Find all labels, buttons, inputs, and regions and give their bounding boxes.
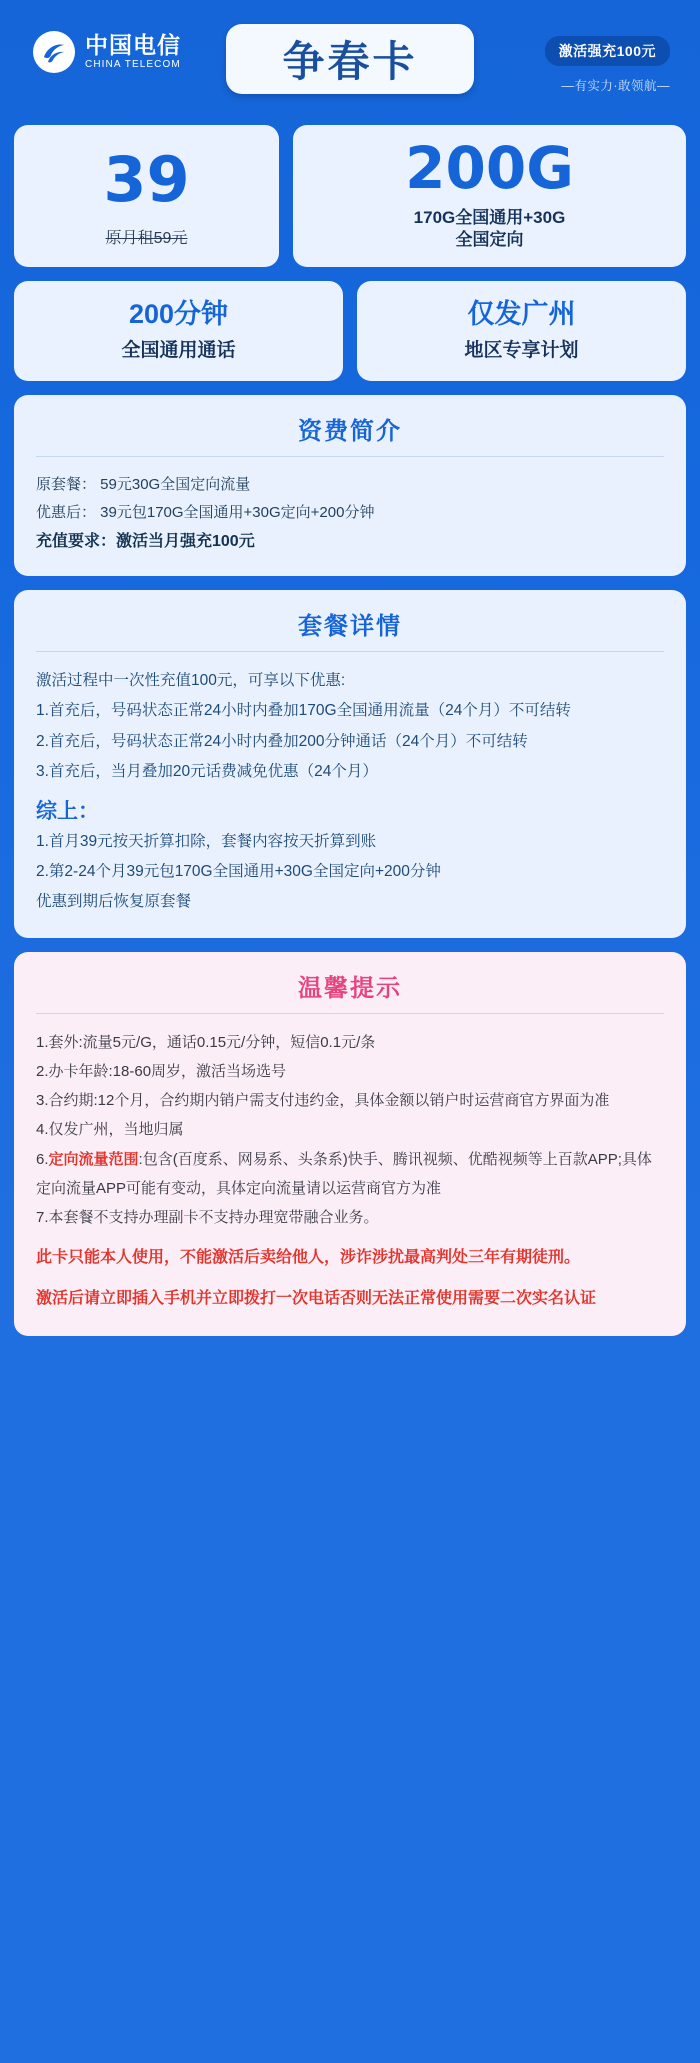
fee-intro-panel bbox=[14, 395, 686, 576]
tips-divider bbox=[36, 1013, 664, 1014]
price-card bbox=[14, 125, 279, 267]
brand-text bbox=[85, 33, 181, 71]
data-breakdown-line1: 170G全国通用+30G bbox=[413, 207, 566, 227]
fee-intro-line-1: 原套餐： 59元30G全国定向流量 bbox=[36, 476, 251, 493]
package-detail-item-3: 3.首充后，当月叠加20元话费减免优惠（24个月） bbox=[36, 762, 378, 780]
voice-card bbox=[14, 281, 343, 381]
tips-item-3: 3.合约期:12个月，合约期内销户需支付违约金，具体金额以销户时运营商官方界面为准 bbox=[36, 1092, 610, 1110]
tips-item-4: 4.仅发广州，当地归属 bbox=[36, 1121, 184, 1139]
package-detail-title: 套餐详情 bbox=[298, 613, 402, 641]
package-detail-item-2: 2.首充后，号码状态正常24小时内叠加200分钟通话（24个月）不可结转 bbox=[36, 732, 528, 750]
tips-title: 温馨提示 bbox=[298, 974, 402, 1002]
package-summary-item-3: 优惠到期后恢复原套餐 bbox=[36, 893, 192, 911]
voice-desc: 全国通用通话 bbox=[121, 340, 236, 362]
region-title: 仅发广州 bbox=[467, 298, 576, 329]
brand-name-cn: 中国电信 bbox=[85, 32, 181, 59]
tips-warning-2: 激活后请立即插入手机并立即拨打一次电话否则无法正常使用需要二次实名认证 bbox=[36, 1290, 597, 1308]
brand-logo bbox=[32, 30, 181, 74]
fee-intro-title: 资费简介 bbox=[298, 418, 402, 445]
data-card bbox=[293, 125, 686, 267]
package-detail-divider bbox=[36, 651, 664, 652]
fee-intro-line-2: 优惠后： 39元包170G全国通用+30G定向+200分钟 bbox=[36, 503, 375, 521]
tips-item-2: 2.办卡年龄:18-60周岁，激活当场选号 bbox=[36, 1062, 287, 1080]
region-card bbox=[357, 281, 686, 381]
package-detail-panel bbox=[14, 590, 686, 938]
product-title-text: 争春卡 bbox=[282, 37, 418, 86]
tips-item-1: 1.套外:流量5元/G，通话0.15元/分钟，短信0.1元/条 bbox=[36, 1033, 376, 1051]
activation-badge: 激活强充100元 bbox=[545, 36, 670, 66]
brand-slogan: —有实力·敢领航— bbox=[561, 79, 670, 93]
fee-intro-divider bbox=[36, 456, 664, 457]
tips-panel bbox=[14, 952, 686, 1336]
product-title bbox=[226, 24, 474, 94]
tips-item-7: 7.本套餐不支持办理副卡不支持办理宽带融合业务。 bbox=[36, 1209, 379, 1227]
package-summary-item-2: 2.第2-24个月39元包170G全国通用+30G全国定向+200分钟 bbox=[36, 863, 441, 881]
tips-item-6 bbox=[36, 1145, 664, 1204]
package-detail-item-1: 1.首充后，号码状态正常24小时内叠加170G全国通用流量（24个月）不可结转 bbox=[36, 702, 571, 720]
highlight-row-1 bbox=[14, 125, 686, 267]
data-amount: 200G bbox=[405, 133, 574, 202]
tips-warning-1: 此卡只能本人使用，不能激活后卖给他人，涉诈涉扰最高判处三年有期徒刑。 bbox=[36, 1249, 581, 1267]
voice-minutes: 200分钟 bbox=[128, 298, 229, 329]
brand-name-en: CHINA TELECOM bbox=[85, 59, 181, 71]
original-price: 原月租59元 bbox=[105, 229, 188, 247]
data-breakdown-line2: 全国定向 bbox=[455, 230, 524, 249]
highlight-row-2 bbox=[14, 281, 686, 381]
package-summary-item-1: 1.首月39元按天折算扣除，套餐内容按天折算到账 bbox=[36, 832, 377, 850]
tips-item-6-highlight: 定向流量范围 bbox=[48, 1150, 139, 1168]
china-telecom-logo-icon bbox=[32, 30, 76, 74]
tips-item-6-prefix: 6. bbox=[36, 1150, 49, 1168]
package-summary-heading: 综上： bbox=[36, 799, 99, 823]
region-desc: 地区专享计划 bbox=[464, 340, 579, 362]
data-breakdown bbox=[414, 207, 566, 251]
fee-intro-line-3: 充值要求：激活当月强充100元 bbox=[36, 532, 255, 550]
package-detail-intro: 激活过程中一次性充值100元，可享以下优惠: bbox=[36, 672, 346, 690]
tips-item-6-rest: :包含(百度系、网易系、头条系)快手、腾讯视频、优酷视频等上百款APP;具体定向流量APP可能有变动，具体定向流量请以运营商官方为准 bbox=[36, 1150, 652, 1197]
monthly-price: 39 bbox=[103, 142, 190, 216]
page-header bbox=[14, 0, 686, 125]
